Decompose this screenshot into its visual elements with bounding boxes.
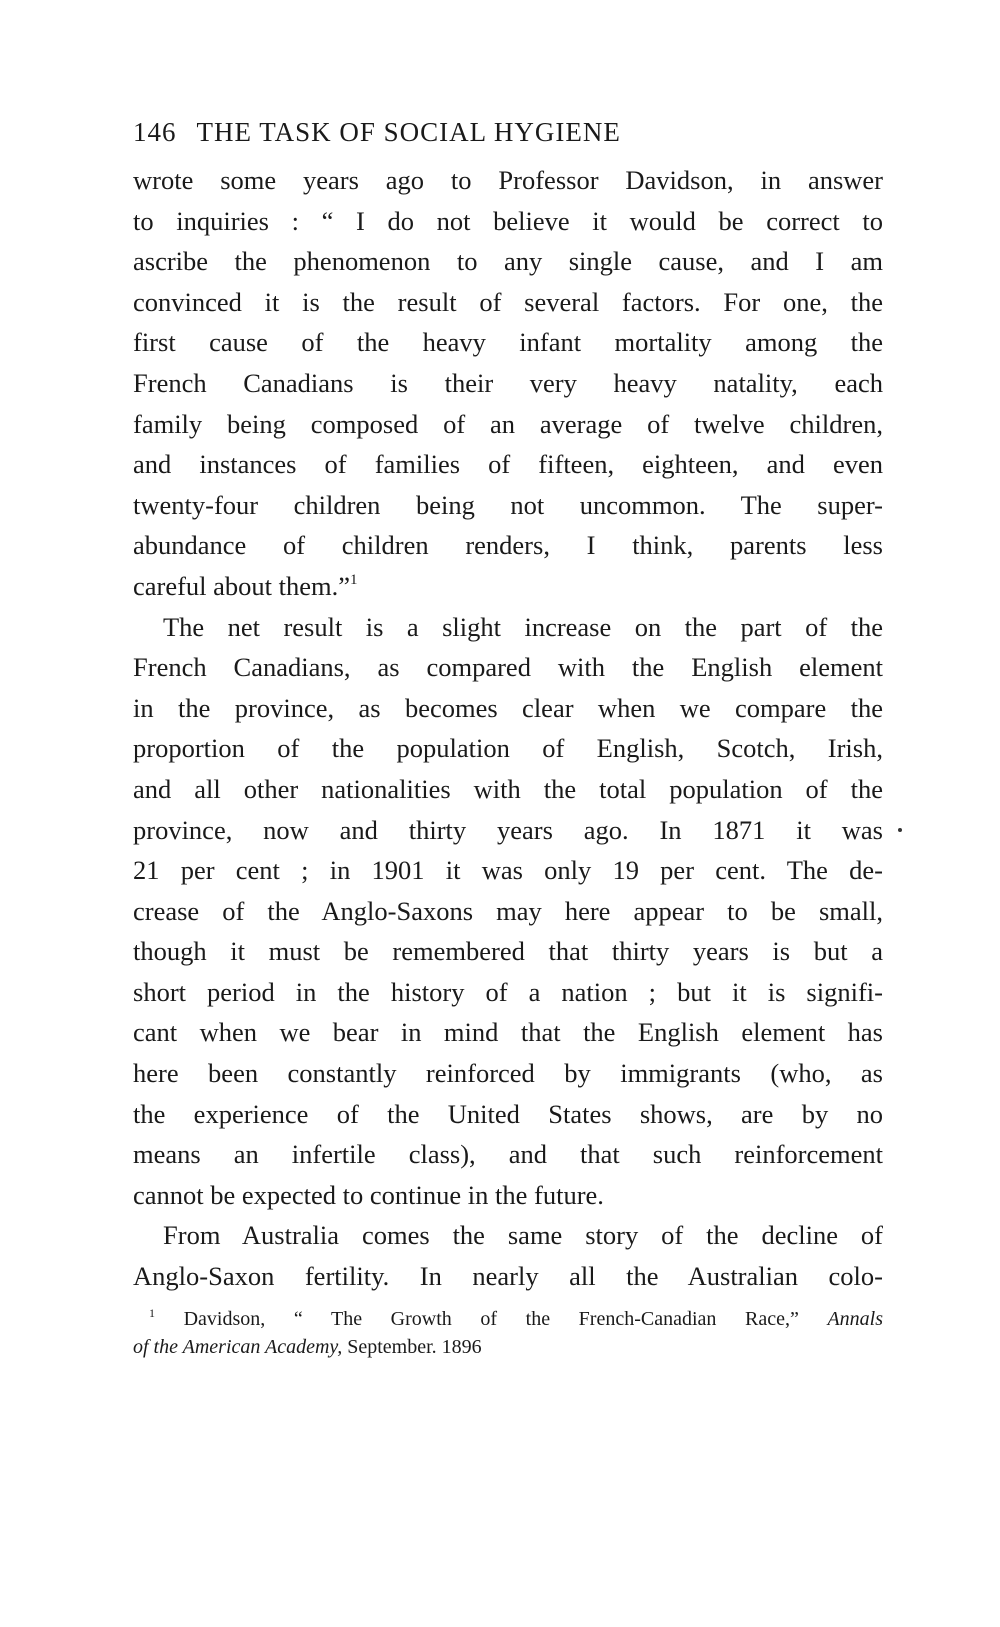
text-line: and instances of families of fifteen, eighteen, and even [133,449,883,480]
footnote-reference: 1 [350,571,358,588]
text-line: From Australia comes the same story of the decline of [163,1220,883,1251]
footnote-line [133,1305,883,1333]
text-line [133,566,883,607]
footnote-line [133,1333,883,1361]
footnote-text: Davidson, “ The Growth of the French-Canadian Race,” [183,1307,799,1330]
footnote-marker: 1 [149,1305,155,1320]
paragraph [133,607,883,1216]
text-line: the experience of the United States shows, are by no [133,1098,883,1129]
text-line: province, now and thirty years ago. In 1871 it was [133,814,883,845]
text-line: The net result is a slight increase on the part of the [163,611,883,642]
text-line: means an infertile class), and that such reinforcement [133,1139,883,1170]
text-line: here been constantly reinforced by immigrants (who, as [133,1058,883,1089]
footnote-date: September. 1896 [347,1335,482,1358]
text-line: first cause of the heavy infant mortality among the [133,327,883,358]
text-line: Anglo-Saxon fertility. In nearly all the Australian colo- [133,1261,883,1292]
running-title: THE TASK OF SOCIAL HYGIENE [196,117,621,147]
text-line: though it must be remembered that thirty years is but a [133,936,883,967]
text-line: convinced it is the result of several factors. For one, the [133,286,883,317]
text-line: and all other nationalities with the total population of the [133,773,883,804]
text-span: careful about them.” [133,570,351,601]
paragraph [133,1215,883,1296]
text-line: short period in the history of a nation ; but it is signifi- [133,976,883,1007]
text-line: French Canadians is their very heavy natality, each [133,367,883,398]
text-line: French Canadians, as compared with the English element [133,652,883,683]
page-number: 146 [133,117,177,147]
text-line: proportion of the population of English, Scotch, Irish, [133,733,883,764]
text-line: in the province, as becomes clear when we compare the [133,692,883,723]
text-line: abundance of children renders, I think, parents less [133,530,883,561]
text-line: twenty-four children being not uncommon. The super- [133,489,883,520]
journal-title: of the American Academy, [133,1335,343,1358]
text-line: to inquiries : “ I do not believe it would be correct to [133,205,883,236]
book-page [133,110,883,1361]
text-line: ascribe the phenomenon to any single cause, and I am [133,246,883,277]
text-line: crease of the Anglo-Saxons may here appear to be small, [133,895,883,926]
footnote [133,1305,883,1361]
text-line: cannot be expected to continue in the future. [133,1179,604,1210]
text-line: 21 per cent ; in 1901 it was only 19 per cent. The de- [133,855,883,886]
text-line: wrote some years ago to Professor Davidson, in answer [133,165,883,195]
text-line: family being composed of an average of twelve children, [133,408,883,439]
running-head [133,110,883,160]
paragraph [133,160,883,607]
journal-title: Annals [827,1307,884,1330]
text-line: cant when we bear in mind that the English element has [133,1017,883,1048]
margin-mark [898,828,902,832]
